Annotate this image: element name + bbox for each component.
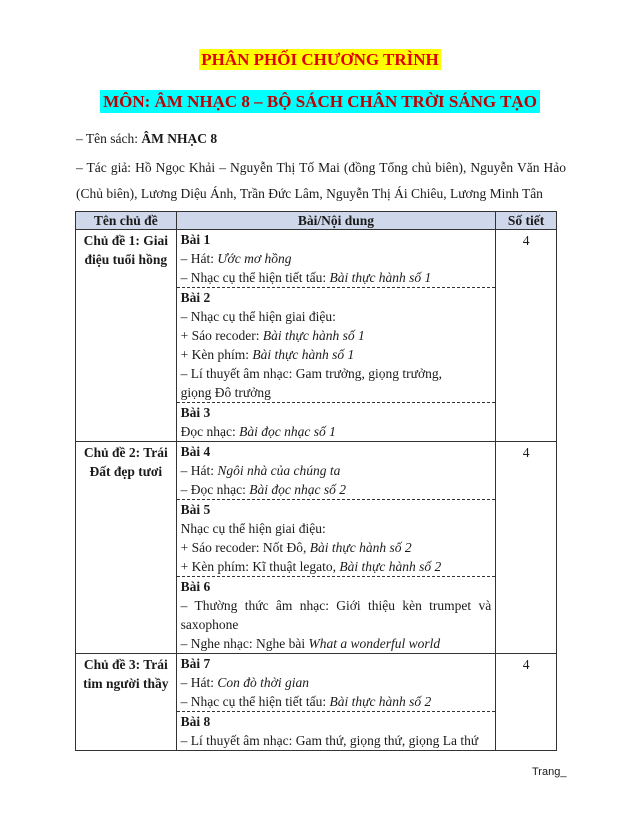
lesson-title: Bài 4 (180, 444, 211, 459)
document-subtitle-text: MÔN: ÂM NHẠC 8 – BỘ SÁCH CHÂN TRỜI SÁNG TẠO (100, 90, 540, 113)
lesson-title: Bài 3 (180, 405, 211, 420)
lesson-title: Bài 5 (180, 502, 211, 517)
topic-name-line: Chủ đề 2: Trái (83, 445, 168, 460)
lesson-line-text: – Đọc nhạc: (180, 482, 250, 497)
lesson-line-italic: Bài thực hành số 1 (329, 270, 432, 285)
book-name: ÂM NHẠC 8 (141, 131, 218, 146)
header-topic: Tên chủ đề (76, 212, 177, 230)
lesson-line (181, 307, 492, 326)
lesson-line-text: – Nhạc cụ thể hiện tiết tấu: (180, 694, 330, 709)
lesson-title: Bài 6 (180, 579, 211, 594)
lesson-block (177, 402, 496, 441)
lesson-line (181, 268, 492, 287)
lesson-line (181, 480, 492, 499)
lesson-line (181, 519, 492, 538)
lesson-block (177, 576, 496, 653)
lesson-line-text: – Lí thuyết âm nhạc: Gam thứ, giọng thứ, giọng La thứ (180, 733, 479, 748)
lesson-line-text: Đọc nhạc: (180, 424, 240, 439)
lesson-title: Bài 8 (180, 714, 211, 729)
lesson-line-text: giọng Đô trưởng (180, 385, 271, 400)
topic-name-cell (76, 654, 177, 751)
document-title (0, 50, 640, 70)
lesson-line-text: – Thường thức âm nhạc: Giới thiệu kèn trumpet và saxophone (180, 598, 492, 632)
lesson-line-italic: Bài thực hành số 2 (329, 694, 432, 709)
lesson-line-italic: Ngôi nhà của chúng ta (217, 463, 341, 478)
lesson-block (177, 654, 496, 711)
lesson-line-italic: Bài thực hành số 2 (309, 540, 412, 555)
lesson-line-text: + Kèn phím: Kĩ thuật legato, (180, 559, 340, 574)
header-content: Bài/Nội dung (176, 212, 496, 230)
lesson-line-text: – Nhạc cụ thể hiện giai điệu: (180, 309, 336, 324)
topic-name-line: Chủ đề 1: Giai (83, 233, 168, 248)
lesson-content-cell (176, 230, 496, 442)
lesson-line-text: – Lí thuyết âm nhạc: Gam trưởng, giọng trưởng, (180, 366, 442, 381)
book-name-line (76, 126, 566, 152)
lesson-line (181, 673, 492, 692)
lesson-line-italic: Bài đọc nhạc số 1 (239, 424, 336, 439)
header-periods: Số tiết (496, 212, 557, 230)
topic-name-line: Đất đẹp tươi (89, 464, 163, 479)
lesson-line-text: – Hát: (180, 463, 218, 478)
authors-line: – Tác giả: Hồ Ngọc Khải – Nguyễn Thị Tố Mai (đồng Tổng chủ biên), Nguyễn Văn Hảo (Chủ biên), Lương Diệu Ánh, Trần Đức Lâm, Nguyễn Thị Ái Chiêu, Lương Minh Tân (76, 160, 566, 201)
table-row (76, 654, 557, 751)
document-subtitle (0, 92, 640, 112)
lesson-title: Bài 2 (180, 290, 211, 305)
page-footer: Trang_ (532, 766, 567, 778)
lesson-block (177, 499, 496, 576)
lesson-line-italic: Bài đọc nhạc số 2 (249, 482, 346, 497)
lesson-block (177, 442, 496, 499)
lesson-line-text: Nhạc cụ thể hiện giai điệu: (180, 521, 326, 536)
lesson-content-cell (176, 442, 496, 654)
periods-cell: 4 (496, 230, 557, 442)
lesson-line (181, 596, 492, 634)
lesson-block (177, 230, 496, 287)
table-row (76, 442, 557, 654)
lesson-block (177, 287, 496, 402)
lesson-line-italic: Bài thực hành số 1 (262, 328, 365, 343)
lesson-line-italic: Con đò thời gian (217, 675, 309, 690)
lesson-line-italic: Bài thực hành số 1 (252, 347, 355, 362)
lesson-line (181, 461, 492, 480)
lesson-line-text: + Kèn phím: (180, 347, 253, 362)
lesson-line-text: – Hát: (180, 251, 218, 266)
lesson-line (181, 634, 492, 653)
lesson-line-italic: Bài thực hành số 2 (339, 559, 442, 574)
topic-name-cell (76, 230, 177, 442)
topic-name-line: Chủ đề 3: Trái (83, 657, 168, 672)
topic-name-line: điệu tuổi hồng (84, 252, 168, 267)
table-row (76, 230, 557, 442)
table-header-row (76, 212, 557, 230)
lesson-content-cell (176, 654, 496, 751)
lesson-line-text: – Hát: (180, 675, 218, 690)
lesson-line (181, 731, 492, 750)
lesson-line-text: – Nhạc cụ thể hiện tiết tấu: (180, 270, 330, 285)
lesson-line-text: – Nghe nhạc: Nghe bài (180, 636, 309, 651)
curriculum-table (75, 211, 557, 751)
lesson-line (181, 692, 492, 711)
lesson-block (177, 711, 496, 750)
topic-name-line: tim người thầy (83, 676, 169, 691)
lesson-line-text: + Sáo recoder: Nốt Đô, (180, 540, 310, 555)
lesson-line-italic: Ước mơ hồng (217, 251, 292, 266)
lesson-line (181, 538, 492, 557)
lesson-line-italic: What a wonderful world (308, 636, 441, 651)
lesson-line (181, 383, 492, 402)
lesson-line (181, 364, 492, 383)
lesson-title: Bài 7 (180, 656, 211, 671)
lesson-line (181, 345, 492, 364)
lesson-line (181, 557, 492, 576)
lesson-line-text: + Sáo recoder: (180, 328, 263, 343)
lesson-line (181, 422, 492, 441)
document-title-text: PHÂN PHỐI CHƯƠNG TRÌNH (201, 50, 439, 69)
lesson-line (181, 249, 492, 268)
lesson-line (181, 326, 492, 345)
periods-cell: 4 (496, 654, 557, 751)
book-label: – Tên sách: (76, 131, 142, 146)
periods-cell: 4 (496, 442, 557, 654)
topic-name-cell (76, 442, 177, 654)
lesson-title: Bài 1 (180, 232, 211, 247)
